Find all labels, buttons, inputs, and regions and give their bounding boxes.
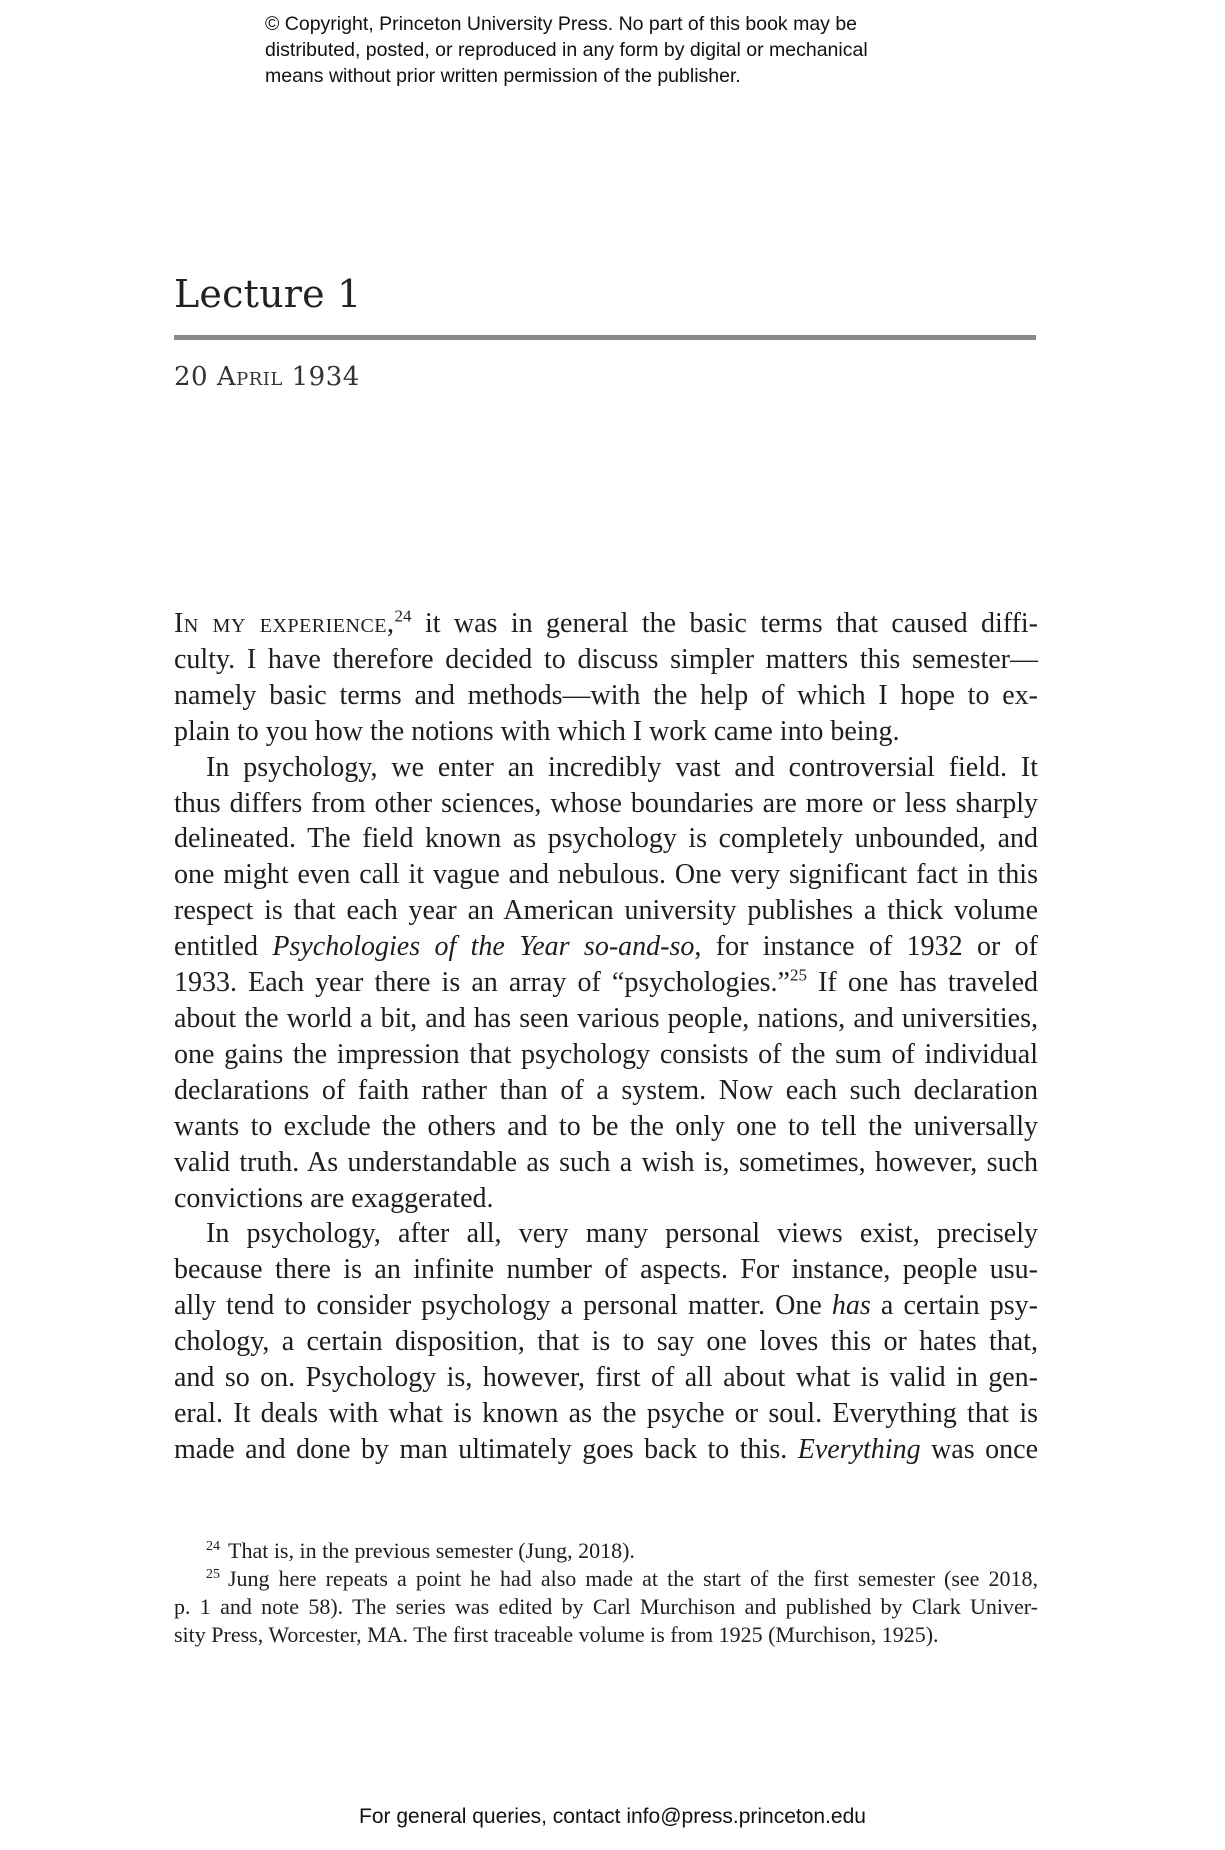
footnotes (174, 1537, 1038, 1649)
footnote-text: That is, in the previous semester (Jung, 2018). (228, 1538, 635, 1563)
text-line (174, 965, 1038, 1001)
text-line (174, 606, 1038, 642)
footnote-line: p. 1 and note 58). The series was edited by Carl Murchison and published by Clark Univer- (174, 1594, 1038, 1619)
title-divider (174, 335, 1036, 340)
text-line: plain to you how the notions with which I work came into being. (174, 715, 900, 747)
lecture-date: 20 April 1934 (174, 362, 360, 392)
text-line: namely basic terms and methods—with the help of which I hope to ex- (174, 679, 1038, 711)
text-line: and so on. Psychology is, however, first of all about what is valid in gen- (174, 1362, 1038, 1394)
footnote-text: Jung here repeats a point he had also made at the start of the first semester (see 2018, (228, 1566, 1038, 1591)
footnote-ref-24[interactable]: 24 (394, 606, 412, 626)
text-line: one gains the impression that psychology consists of the sum of individual (174, 1038, 1038, 1070)
lead-in: In my experience, (174, 608, 395, 639)
footnote-24 (174, 1537, 1038, 1565)
copyright-line: © Copyright, Princeton University Press. No part of this book may be (265, 13, 858, 35)
text-line: valid truth. As understandable as such a wish is, sometimes, however, such (174, 1146, 1038, 1178)
text-line (174, 929, 1038, 965)
text-line: one might even call it vague and nebulous. One very significant fact in this (174, 859, 1038, 891)
text-line: delineated. The field known as psychology is completely unbounded, and (174, 823, 1038, 855)
text-line: In psychology, after all, very many personal views exist, precisely (206, 1218, 1038, 1250)
copyright-line: means without prior written permission of the publisher. (265, 65, 741, 87)
text-line: declarations of faith rather than of a system. Now each such declaration (174, 1074, 1038, 1106)
text-line (174, 1432, 1038, 1468)
chapter-title: Lecture 1 (174, 272, 362, 316)
text-line: chology, a certain disposition, that is to say one loves this or hates that, (174, 1326, 1038, 1358)
footnote-25 (174, 1565, 1038, 1593)
text-line: convictions are exaggerated. (174, 1182, 494, 1214)
text-span: made and done by man ultimately goes back to this. (174, 1433, 798, 1465)
text-span: , for instance of 1932 or of (694, 931, 1039, 963)
text-line (174, 1288, 1038, 1324)
emphasis-everything: Everything (797, 1433, 921, 1465)
text-line: because there is an infinite number of aspects. For instance, people usu- (174, 1254, 1038, 1286)
text-line: eral. It deals with what is known as the psyche or soul. Everything that is (174, 1397, 1038, 1429)
text-span: it was in general the basic terms that caused diffi- (411, 608, 1038, 639)
footnote-line: sity Press, Worcester, MA. The first traceable volume is from 1925 (Murchison, 1925). (174, 1622, 939, 1647)
text-span: 1933. Each year there is an array of “psychologies.” (174, 967, 790, 999)
copyright-notice (265, 11, 1005, 89)
footer-contact: For general queries, contact info@press.princeton.edu (359, 1805, 866, 1828)
text-line: thus differs from other sciences, whose boundaries are more or less sharply (174, 787, 1038, 819)
footnote-number: 25 (206, 1566, 220, 1582)
text-line: wants to exclude the others and to be the only one to tell the universally (174, 1110, 1038, 1142)
text-line: culty. I have therefore decided to discuss simpler matters this semester— (174, 643, 1038, 675)
footnote-number: 24 (206, 1538, 220, 1554)
body-text (174, 606, 1038, 1468)
text-span: ally tend to consider psychology a personal matter. One (174, 1290, 832, 1322)
text-span: a certain psy- (870, 1290, 1038, 1322)
text-span: entitled (174, 931, 273, 963)
text-line: In psychology, we enter an incredibly vast and controversial field. It (206, 751, 1038, 783)
emphasis-has: has (831, 1290, 871, 1322)
text-line: about the world a bit, and has seen various people, nations, and universities, (174, 1002, 1038, 1034)
text-span: was once (920, 1433, 1038, 1465)
copyright-line: distributed, posted, or reproduced in any form by digital or mechanical (265, 39, 868, 61)
footnote-ref-25[interactable]: 25 (789, 965, 807, 985)
text-line: respect is that each year an American university publishes a thick volume (174, 895, 1038, 927)
book-title: Psychologies of the Year so-and-so (272, 931, 695, 963)
text-span: If one has traveled (806, 967, 1038, 999)
